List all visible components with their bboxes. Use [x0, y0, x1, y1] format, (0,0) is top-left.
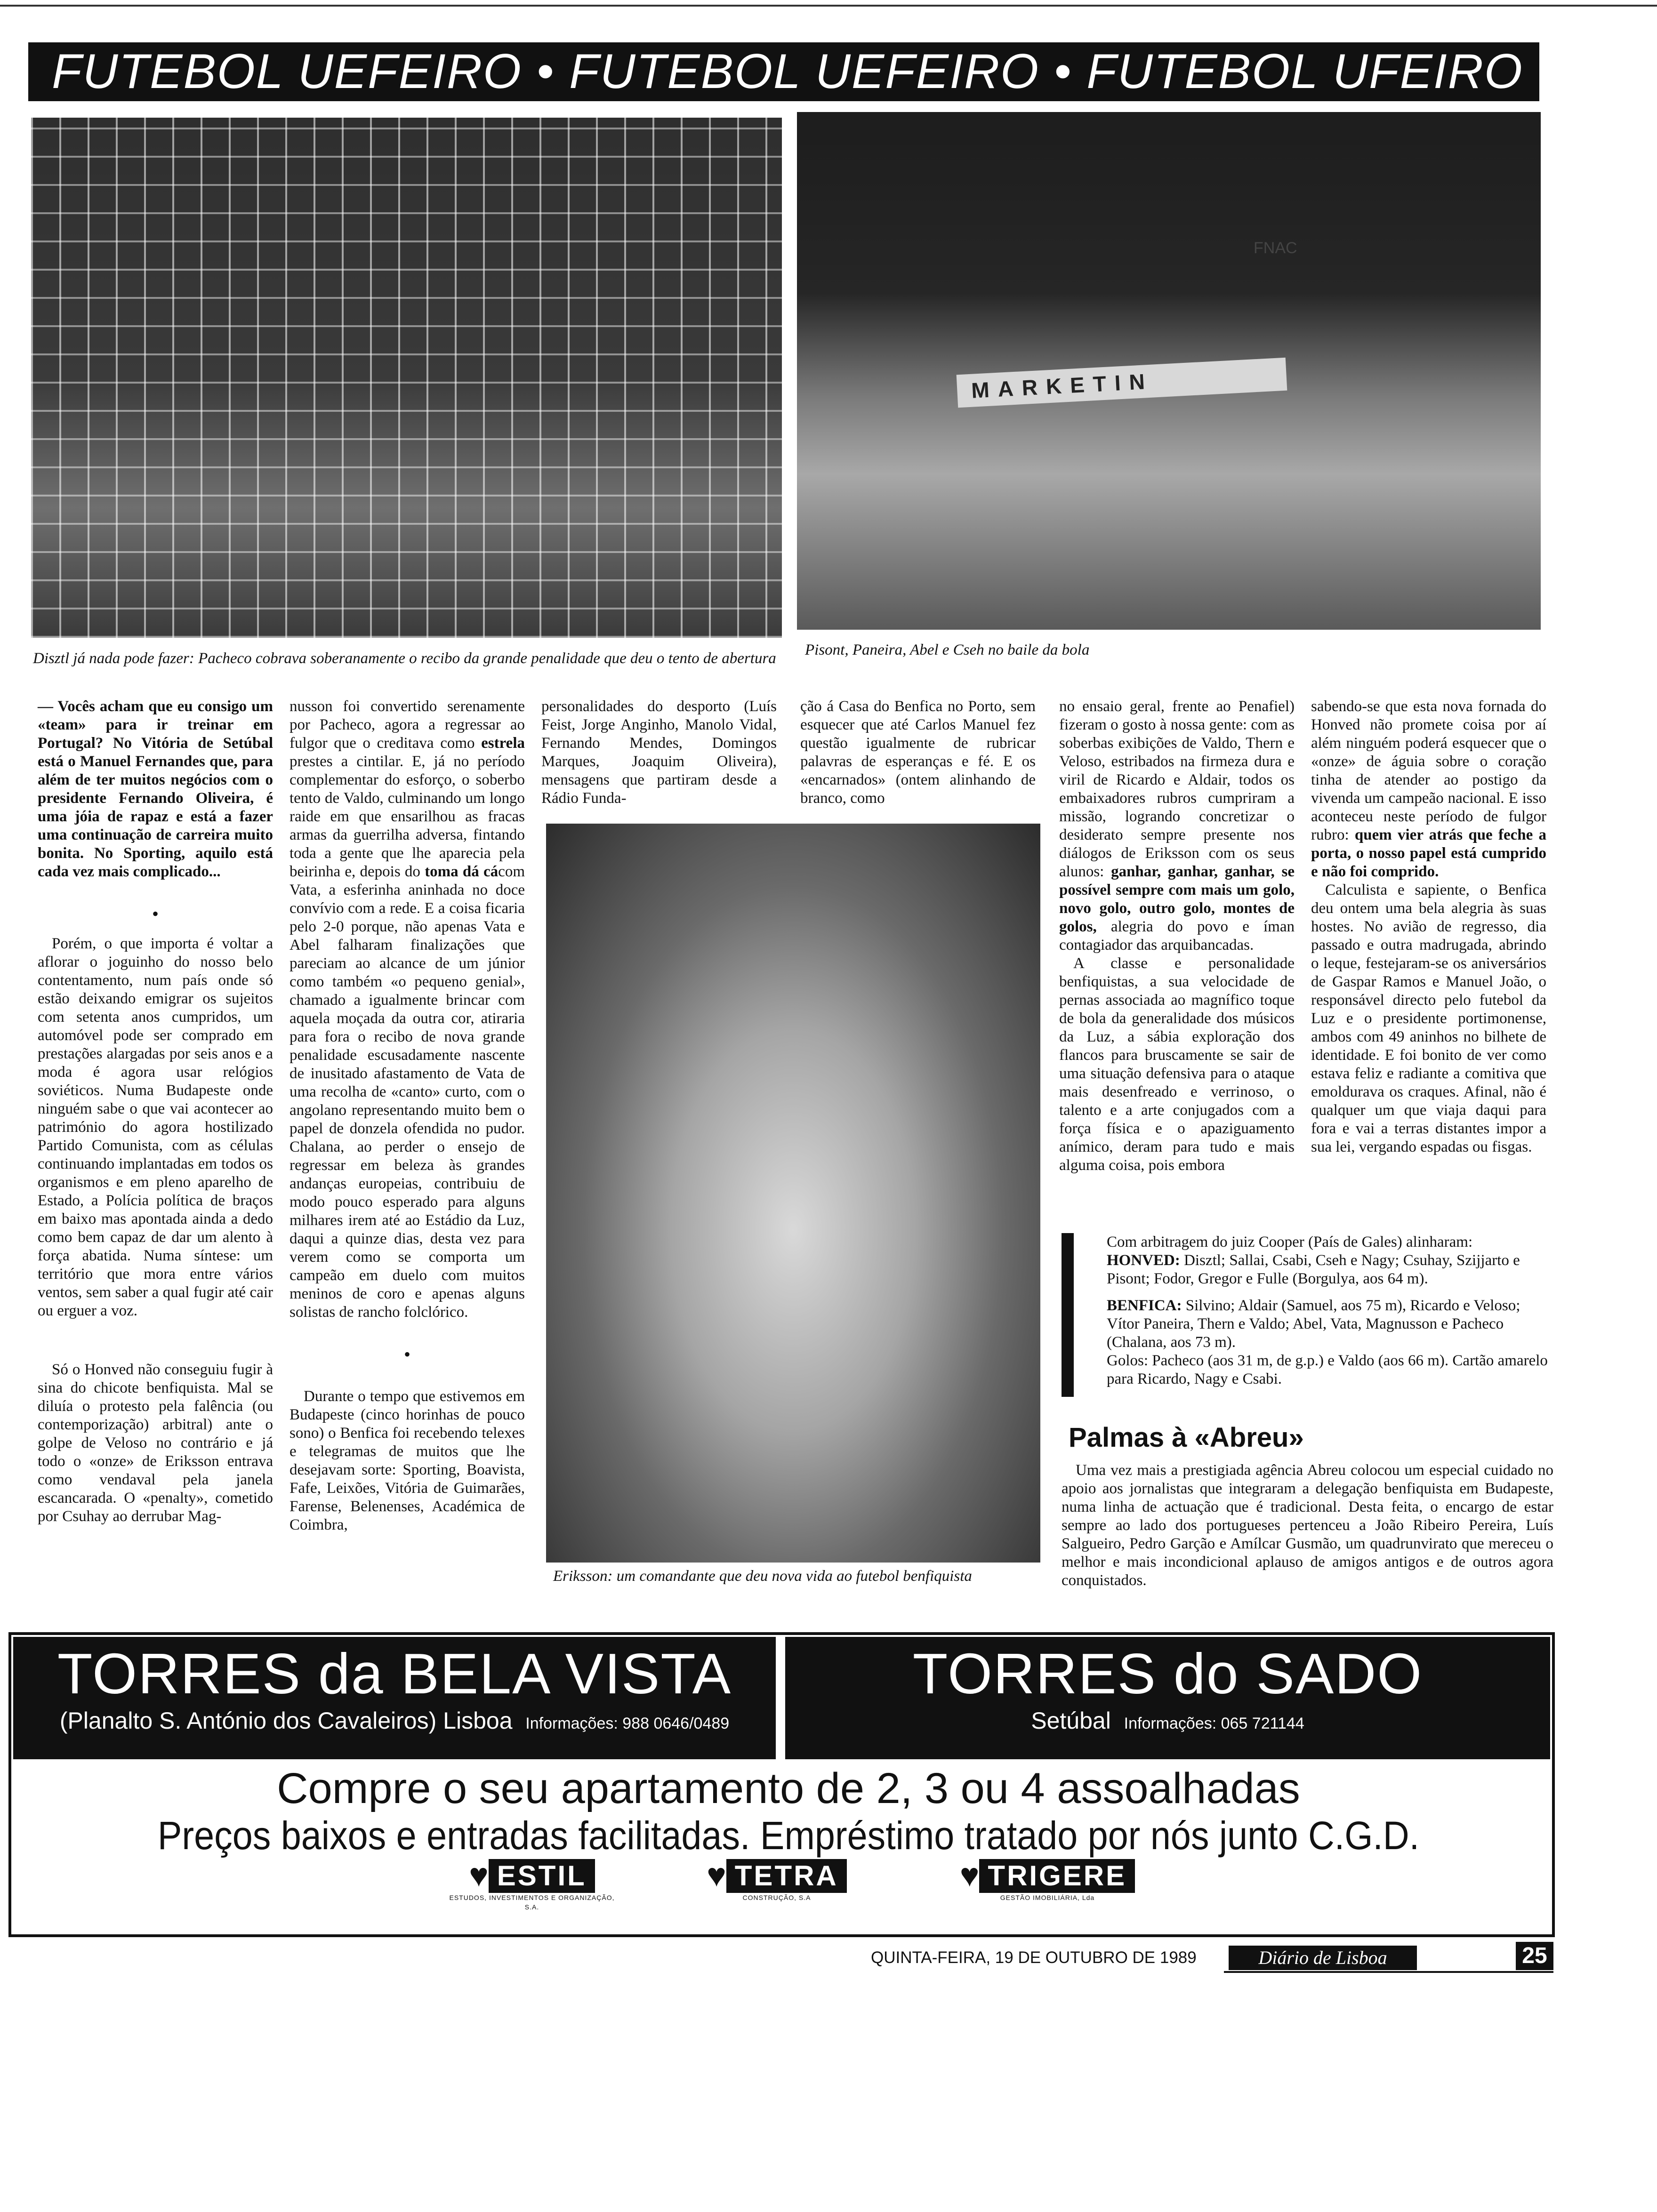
issue-date: QUINTA-FEIRA, 19 DE OUTUBRO DE 1989	[871, 1948, 1197, 1967]
col1-intro: — Vocês acham que eu consigo um «team» para ir treinar em Portugal? No Vitória de Setúbal está o Manuel Fernandes que, para além de ter muitos negócios com o presidente Fernando Oliveira, é uma jóia de rapaz e está a fazer uma continuação de carreira muito bonita. No Sporting, aquilo está cada vez mais complicado...	[38, 698, 273, 880]
ad-sado-panel	[785, 1637, 1550, 1759]
advertising-board: MARKETIN	[957, 358, 1287, 408]
article-column-1	[38, 697, 273, 1526]
logo-trigere-sub: GESTÃO IMOBILIÁRIA, Lda	[1000, 1894, 1095, 1901]
article-column-3	[541, 697, 777, 808]
lineup-box	[1062, 1233, 1556, 1397]
heart-logo-icon: ♥	[469, 1857, 489, 1893]
ad-right-info: Informações: 065 721144	[1124, 1715, 1304, 1732]
col2-paragraph: Durante o tempo que estivemos em Budapeste (cinco horinhas de pouco sono) o Benfica foi recebendo telexes e telegramas de muitos que lhe desejavam sorte: Sporting, Boavista, Fafe, Leixões, Vitória de Guimarães, Farense, Belenenses, Académica de Coimbra,	[290, 1388, 525, 1533]
article-column-6	[1311, 697, 1546, 1156]
honved-lineup: Disztl; Sallai, Csabi, Cseh e Nagy; Csuhay, Szijjarto e Pisont; Fodor, Gregor e Fulle (Borgulya, aos 64 m).	[1107, 1252, 1520, 1287]
ad-headline: Compre o seu apartamento de 2, 3 ou 4 assoalhadas	[277, 1764, 1300, 1812]
separator-bullet: •	[403, 1344, 410, 1365]
logo-tetra-sub: CONSTRUÇÃO, S.A	[742, 1894, 811, 1901]
col6-paragraph: Calculista e sapiente, o Benfica deu ontem uma bela alegria às suas hostes. No avião de regresso, dia passado e outra madrugada, abrindo o leque, festejaram-se os aniversários de Gaspar Ramos e Manuel João, o responsável directo pelo futebol da Luz e o presidente portimonense, ambos com 49 aninhos no bilhete de identidade. E foi bonito de ver como estava feliz e radiante a comitiva que emoldurava os craques. Afinal, não é qualquer um que viaja daqui para fora e vai a terras distantes impor a sua lei, vergando espadas ou fisgas.	[1311, 882, 1546, 1155]
ad-right-location: Setúbal	[1031, 1707, 1111, 1734]
col2-text: prestes a cintilar. E, já no período complementar do esforço, o soberbo tento de Valdo, culminando um longo raide em que ensarilhou as fracas armas da guerrilha adversa, fintando toda a gente que lhe aparecia pela beirinha e, depois do	[290, 753, 525, 880]
logo-estil-name: ESTIL	[489, 1859, 595, 1893]
shirt-sponsor: FNAC	[1254, 239, 1297, 257]
logo-tetra-name: TETRA	[726, 1859, 847, 1893]
col5-text: alegria do povo e íman contagiador das arquibancadas.	[1059, 918, 1295, 954]
palmas-body-wrap	[1062, 1461, 1553, 1590]
col4-paragraph: ção á Casa do Benfica no Porto, sem esquecer que até Carlos Manuel fez questão igualmente de rubricar palavras de esperanças e fé. E os «encarnados» (ontem alinhando de branco, como	[800, 698, 1036, 807]
heart-logo-icon: ♥	[959, 1857, 980, 1893]
photo-match-action	[797, 112, 1541, 630]
col6-bold: quem vier atrás que feche a porta, o nosso papel está cumprido e não foi comprido.	[1311, 826, 1546, 880]
ad-subline: Preços baixos e entradas facilitadas. Empréstimo tratado por nós junto C.G.D.	[157, 1813, 1420, 1858]
palmas-body: Uma vez mais a prestigiada agência Abreu colocou um especial cuidado no apoio aos jornalistas que integraram a delegação benfiquista em Budapeste, numa linha de actuação que é tradicional. Desta feita, o encargo de estar sempre ao lado dos portugueses pertenceu a João Ribeiro Pereira, Luís Salgueiro, Pedro Garção e Amílcar Gusmão, um quadrunvirato que mereceu o melhor e mais incondicional aplauso de amigos antigos e de outros agora conquistados.	[1062, 1462, 1553, 1589]
benfica-lineup: Silvino; Aldair (Samuel, aos 75 m), Ricardo e Veloso; Vítor Paneira, Thern e Valdo; Abel, Vata, Magnusson e Pacheco (Chalana, aos 73 m).	[1107, 1297, 1520, 1351]
logo-tetra	[678, 1859, 876, 1902]
photo1-caption: Disztl já nada pode fazer: Pacheco cobrava soberanamente o recibo da grande penalidade que deu o tento de abertura	[33, 650, 776, 667]
section-banner: FUTEBOL UEFEIRO • FUTEBOL UEFEIRO • FUTEBOL UFEIRO	[28, 42, 1539, 101]
newspaper-masthead: Diário de Lisboa	[1229, 1946, 1417, 1970]
ad-left-location: (Planalto S. António dos Cavaleiros) Lisboa	[59, 1707, 513, 1734]
goals-line: Golos: Pacheco (aos 31 m, de g.p.) e Valdo (aos 66 m). Cartão amarelo para Ricardo, Nagy e Csabi.	[1107, 1352, 1548, 1387]
logo-trigere	[930, 1859, 1165, 1902]
article-column-5	[1059, 697, 1295, 1175]
col2-text: com Vata, a esferinha aninhada no doce convívio com a rede. E a coisa ficaria pelo 2-0 porque, não apenas Vata e Abel falharam finalizações que pareciam ao alcance de um júnior como também «o pequeno genial», chamado a igualmente brincar com aquela moçada da outra cor, atiraria para fora o recibo de nova grande penalidade escusadamente nascente de inusitado afastamento de Vata de uma recolha de «canto» curto, com o angolano representando muito bem o papel de donzela ofendida no pudor. Chalana, ao perder o ensejo de regressar em beleza às grandes andanças europeias, contribuiu de modo pouco esperado para alguns milhares irem até ao Estádio da Luz, daqui a quinze dias, desta vez para verem como se comporta um campeão em duelo com muitos meninos de coro e apenas alguns solistas de rancho folclórico.	[290, 863, 525, 1321]
col1-paragraph: Só o Honved não conseguiu fugir à sina do chicote benfiquista. Mal se diluía o protesto pela falência (ou contemporização) arbitral) ante o golpe de Veloso no contrário e já todo o «onze» de Eriksson entrava como vendaval pela janela escancarada. O «penalty», cometido por Csuhay ao derrubar Mag-	[38, 1361, 273, 1525]
ad-left-title: TORRES da BELA VISTA	[57, 1642, 732, 1706]
ad-right-title: TORRES do SADO	[912, 1642, 1423, 1706]
col5-bold: ganhar, ganhar, ganhar, se possível sempre com mais um golo, novo golo, outro golo, montes de golos,	[1059, 863, 1295, 935]
photo-eriksson-portrait	[546, 824, 1040, 1563]
col1-paragraph: Porém, o que importa é voltar a aflorar o joguinho do nosso belo contentamento, num país onde só estão deixando emigrar os sujeitos com setenta anos cumpridos, um automóvel pode ser comprado em prestações alargadas por seis anos e a moda é agora usar relógios soviéticos. Numa Budapeste onde ninguém sabe o que vai acontecer ao património do agora hostilizado Partido Comunista, com as células continuando implantadas em todos os organismos e em pleno aparelho de Estado, a Polícia política de braços em baixo mas apontada ainda a dedo como bem capaz de dar um alento à força abatida. Numa síntese: um território que mora entre vários ventos, sem saber a qual fugir até cair ou erguer a voz.	[38, 935, 273, 1319]
col2-bold: toma dá cá	[425, 863, 499, 880]
col2-text: nusson foi convertido serenamente por Pacheco, agora a regressar ao fulgor que o creditava como	[290, 698, 525, 752]
footer-rule	[1224, 1971, 1553, 1973]
col6-text: sabendo-se que esta nova fornada do Honved não promete coisa por aí além ninguém poderá esquecer que o «onze» de águia sobre o coração tinha de atender ao postigo da vivenda um campeão nacional. E isso aconteceu neste período de fulgor rubro:	[1311, 698, 1546, 843]
page-number: 25	[1516, 1942, 1553, 1970]
separator-bullet: •	[152, 903, 159, 924]
logo-estil	[442, 1859, 621, 1912]
honved-label: HONVED:	[1107, 1252, 1180, 1269]
column-gap	[38, 1320, 273, 1361]
col5-paragraph: A classe e personalidade benfiquistas, a sua velocidade de pernas associada ao magnífico toque de bola da generalidade dos músicos da Luz, a sábia exploração dos flancos para bruscamente se sair de uma situação defensiva para o ataque mais desenfreado e verrinoso, o talento e a arte conjugados com a força física e o apaziguamento anímico, deram para tudo e mais alguma coisa, pois embora	[1059, 955, 1295, 1174]
photo2-caption: Pisont, Paneira, Abel e Cseh no baile da bola	[805, 641, 1090, 658]
top-rule	[0, 5, 1657, 7]
col5-text: no ensaio geral, frente ao Penafiel) fizeram o gosto à nossa gente: com as soberbas exibições de Valdo, Thern e Veloso, estribados na firmeza dura e viril de Ricardo e Aldair, todos os embaixadores rubros cumpriram a missão, logrando concretizar o desiderato sempre presente nos diálogos de Eriksson com os seus alunos:	[1059, 698, 1295, 880]
col3-paragraph: personalidades do desporto (Luís Feist, Jorge Anginho, Manolo Vidal, Fernando Mendes, Domingos Marques, Joaquim Oliveira), mensagens que partiram desde a Rádio Funda-	[541, 698, 777, 807]
article-column-4	[800, 697, 1036, 808]
article-column-2	[290, 697, 525, 1534]
ad-bela-vista-panel	[13, 1637, 776, 1759]
benfica-label: BENFICA:	[1107, 1297, 1182, 1314]
ad-left-info: Informações: 988 0646/0489	[525, 1715, 730, 1732]
heart-logo-icon: ♥	[707, 1857, 726, 1893]
portrait-caption: Eriksson: um comandante que deu nova vida ao futebol benfiquista	[553, 1568, 972, 1585]
logo-estil-sub: ESTUDOS, INVESTIMENTOS E ORGANIZAÇÃO, S.A.	[449, 1894, 615, 1911]
logo-trigere-name: TRIGERE	[979, 1859, 1135, 1893]
photo-goal-net	[31, 118, 782, 638]
palmas-heading: Palmas à «Abreu»	[1069, 1422, 1304, 1453]
lineup-intro: Com arbitragem do juiz Cooper (País de Gales) alinharam:	[1107, 1234, 1473, 1250]
col2-bold: estrela	[481, 735, 525, 752]
